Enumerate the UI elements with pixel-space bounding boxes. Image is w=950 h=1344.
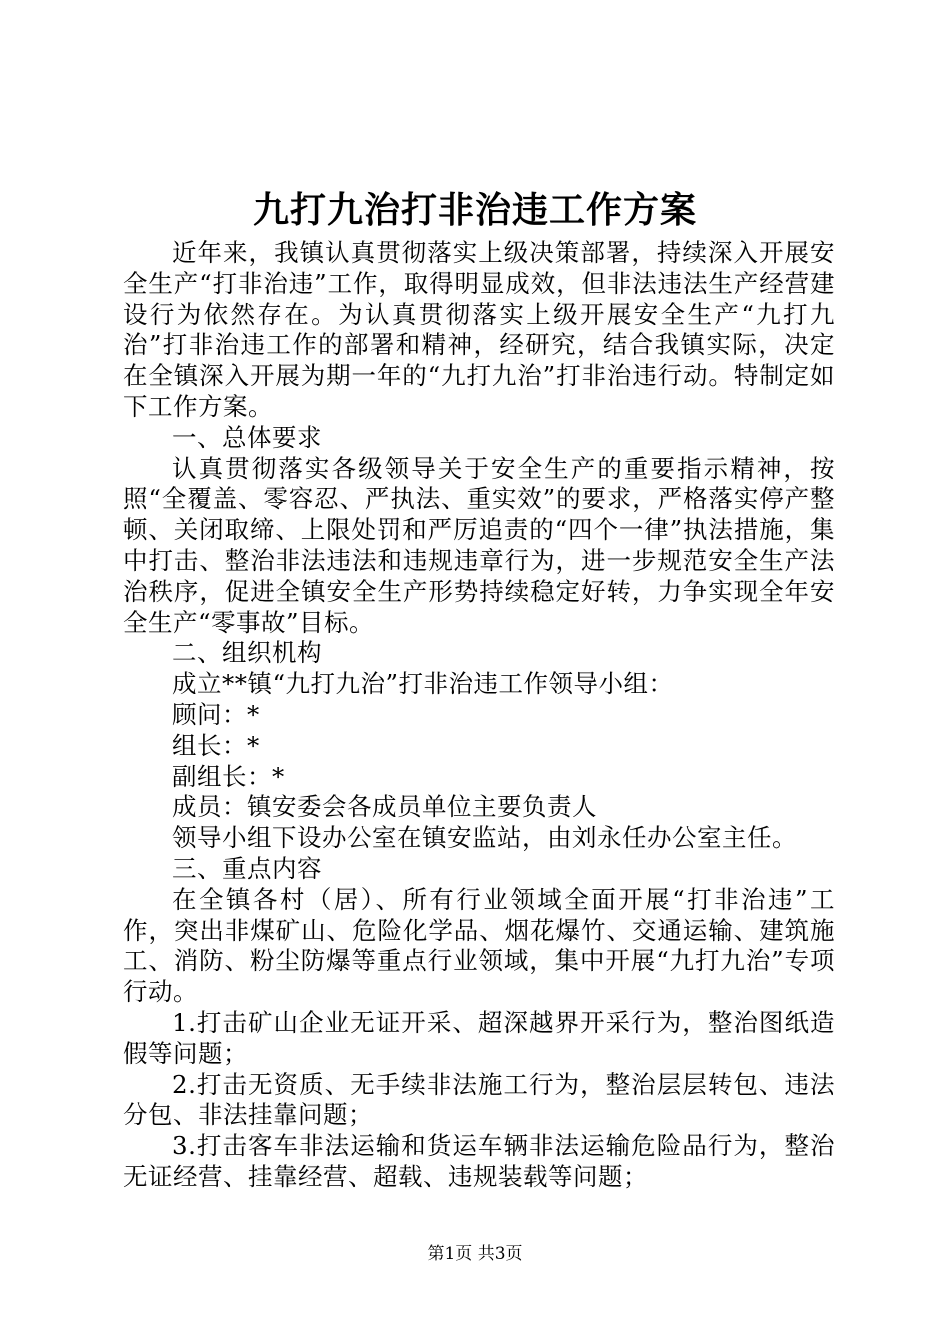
paragraph-org-office: 领导小组下设办公室在镇安监站，由刘永任办公室主任。	[172, 823, 797, 853]
section-heading-organization: 二、组织机构	[172, 638, 322, 668]
paragraph-org-advisor: 顾问：*	[172, 699, 260, 729]
paragraph-org-members: 成员：镇安委会各成员单位主要负责人	[172, 792, 597, 822]
list-item-1: 1.打击矿山企业无证开采、超深越界开采行为，整治图纸造假等问题；	[123, 1007, 835, 1068]
section-heading-key-content: 三、重点内容	[172, 853, 322, 883]
list-item-3: 3.打击客车非法运输和货运车辆非法运输危险品行为，整治无证经营、挂靠经营、超载、违规装载等问题；	[123, 1131, 835, 1191]
paragraph-org-leader: 组长：*	[172, 730, 260, 760]
paragraph-general: 认真贯彻落实各级领导关于安全生产的重要指示精神，按照“全覆盖、零容忍、严执法、重实效”的要求，严格落实停产整顿、关闭取缔、上限处罚和严厉追责的“四个一律”执法措施，集中打击、整治非法违法和违规违章行为，进一步规范安全生产法治秩序，促进全镇安全生产形势持续稳定好转，力争实现全年安全生产“零事故”目标。	[123, 453, 835, 637]
document-title: 九打九治打非治违工作方案	[252, 189, 697, 231]
paragraph-intro: 近年来，我镇认真贯彻落实上级决策部署，持续深入开展安全生产“打非治违”工作，取得明显成效，但非法违法生产经营建设行为依然存在。为认真贯彻落实上级开展安全生产“九打九治”打非治违工作的部署和精神，经研究，结合我镇实际，决定在全镇深入开展为期一年的“九打九治”打非治违行动。特制定如下工作方案。	[123, 238, 835, 421]
page-footer: 第1页 共3页	[427, 1244, 523, 1264]
list-item-2: 2.打击无资质、无手续非法施工行为，整治层层转包、违法分包、非法挂靠问题；	[123, 1069, 835, 1130]
paragraph-key-content: 在全镇各村（居）、所有行业领域全面开展“打非治违”工作，突出非煤矿山、危险化学品、烟花爆竹、交通运输、建筑施工、消防、粉尘防爆等重点行业领域，集中开展“九打九治”专项行动。	[123, 884, 835, 1007]
paragraph-org-deputy: 副组长：*	[172, 761, 285, 791]
paragraph-org-establish: 成立**镇“九打九治”打非治违工作领导小组：	[172, 669, 674, 699]
document-body	[123, 238, 835, 1193]
section-heading-general: 一、总体要求	[172, 422, 322, 452]
